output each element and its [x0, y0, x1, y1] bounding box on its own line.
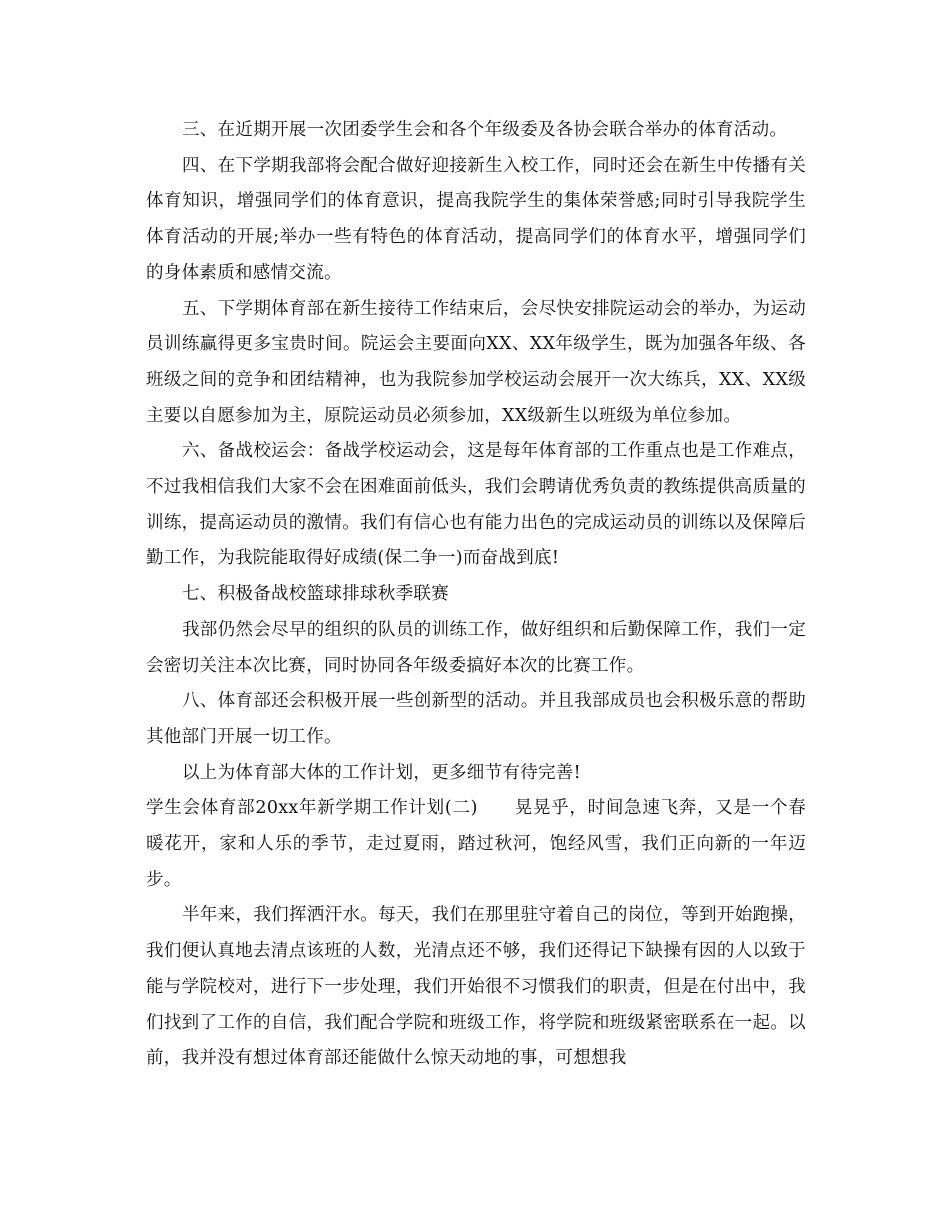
paragraph-item-6: 六、备战校运会：备战学校运动会，这是每年体育部的工作重点也是工作难点，不过我相信我们大家不会在困难面前低头，我们会聘请优秀负责的教练提供高质量的训练，提高运动员的激情。我们有信心也有能力出色的完成运动员的训练以及保障后勤工作，为我院能取得好成绩(保二争一)而奋战到底!	[146, 441, 806, 569]
document-body	[146, 113, 806, 1077]
paragraph-half-year: 半年来，我们挥洒汗水。每天，我们在那里驻守着自己的岗位，等到开始跑操，我们便认真地去清点该班的人数，光清点还不够，我们还得记下缺操有因的人以致于能与学院校对，进行下一步处理，我们开始很不习惯我们的职责，但是在付出中，我们找到了工作的自信，我们配合学院和班级工作，将学院和班级紧密联系在一起。以前，我并没有想过体育部还能做什么惊天动地的事，可想想我	[146, 905, 806, 1069]
section-title-plan-2: 学生会体育部20xx年新学期工作计划(二) 晃晃乎，时间急速飞奔，又是一个春暖花开，家和人乐的季节，走过夏雨，踏过秋河，饱经风雪，我们正向新的一年迈步。	[146, 798, 806, 890]
paragraph-summary: 以上为体育部大体的工作计划，更多细节有待完善!	[182, 762, 581, 783]
paragraph-item-7-body: 我部仍然会尽早的组织的队员的训练工作，做好组织和后勤保障工作，我们一定会密切关注本次比赛，同时协同各年级委搞好本次的比赛工作。	[146, 619, 806, 676]
paragraph-item-5: 五、下学期体育部在新生接待工作结束后，会尽快安排院运动会的举办，为运动员训练赢得更多宝贵时间。院运会主要面向XX、XX年级学生，既为加强各年级、各班级之间的竞争和团结精神，也为我院参加学校运动会展开一次大练兵，XX、XX级主要以自愿参加为主，原院运动员必须参加，XX级新生以班级为单位参加。	[146, 298, 806, 426]
paragraph-item-7-heading: 七、积极备战校篮球排球秋季联赛	[182, 584, 449, 605]
paragraph-item-3: 三、在近期开展一次团委学生会和各个年级委及各协会联合举办的体育活动。	[182, 120, 788, 140]
paragraph-item-4: 四、在下学期我部将会配合做好迎接新生入校工作，同时还会在新生中传播有关体育知识，增强同学们的体育意识，提高我院学生的集体荣誉感;同时引导我院学生体育活动的开展;举办一些有特色的体育活动，提高同学们的体育水平，增强同学们的身体素质和感情交流。	[146, 155, 806, 283]
paragraph-item-8: 八、体育部还会积极开展一些创新型的活动。并且我部成员也会积极乐意的帮助其他部门开展一切工作。	[146, 691, 806, 747]
